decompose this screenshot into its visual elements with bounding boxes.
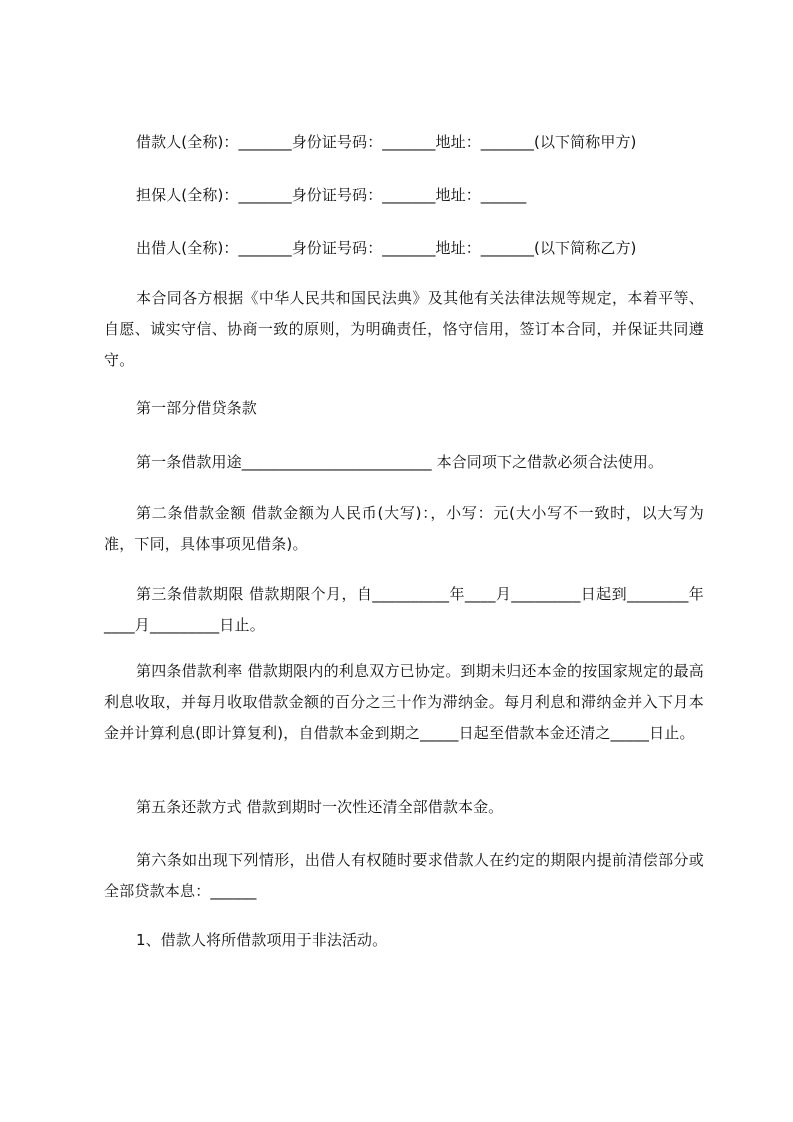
borrower-info-line: 借款人(全称)：_______身份证号码：_______地址：_______(以下简称甲方) <box>136 133 637 151</box>
article-2-loan-amount: 第二条借款金额 借款金额为人民币(大写)：，小写：元(大小写不一致时，以大写为准，下同，具体事项见借条)。 <box>104 504 704 553</box>
article-5-repayment-method: 第五条还款方式 借款到期时一次性还清全部借款本金。 <box>136 798 504 816</box>
list-item-1: 1、借款人将所借款项用于非法活动。 <box>136 931 388 949</box>
contract-preamble: 本合同各方根据《中华人民共和国民法典》及其他有关法律法规等规定，本着平等、自愿、诚实守信、协商一致的原则，为明确责任，恪守信用，签订本合同，并保证共同遵守。 <box>104 289 704 369</box>
article-6-early-repayment: 第六条如出现下列情形，出借人有权随时要求借款人在约定的期限内提前清偿部分或全部贷款本息：______ <box>104 851 704 900</box>
article-1-loan-purpose: 第一条借款用途_________________________ 本合同项下之借款必须合法使用。 <box>136 453 664 471</box>
lender-info-line: 出借人(全称)：_______身份证号码：_______地址：_______(以下简称乙方) <box>136 239 637 257</box>
guarantor-info-line: 担保人(全称)：_______身份证号码：_______地址：______ <box>136 186 527 204</box>
part-one-heading: 第一部分借贷条款 <box>136 399 257 417</box>
article-3-loan-term: 第三条借款期限 借款期限个月，自__________年____月_________日起到________年____月_________日止。 <box>104 585 704 634</box>
article-4-interest-rate: 第四条借款利率 借款期限内的利息双方已协定。到期未归还本金的按国家规定的最高利息收取，并每月收取借款金额的百分之三十作为滞纳金。每月利息和滞纳金并入下月本金并计算利息(即计算复利)，自借款本金到期之_____日起至借款本金还清之_____日止。 <box>104 662 704 742</box>
